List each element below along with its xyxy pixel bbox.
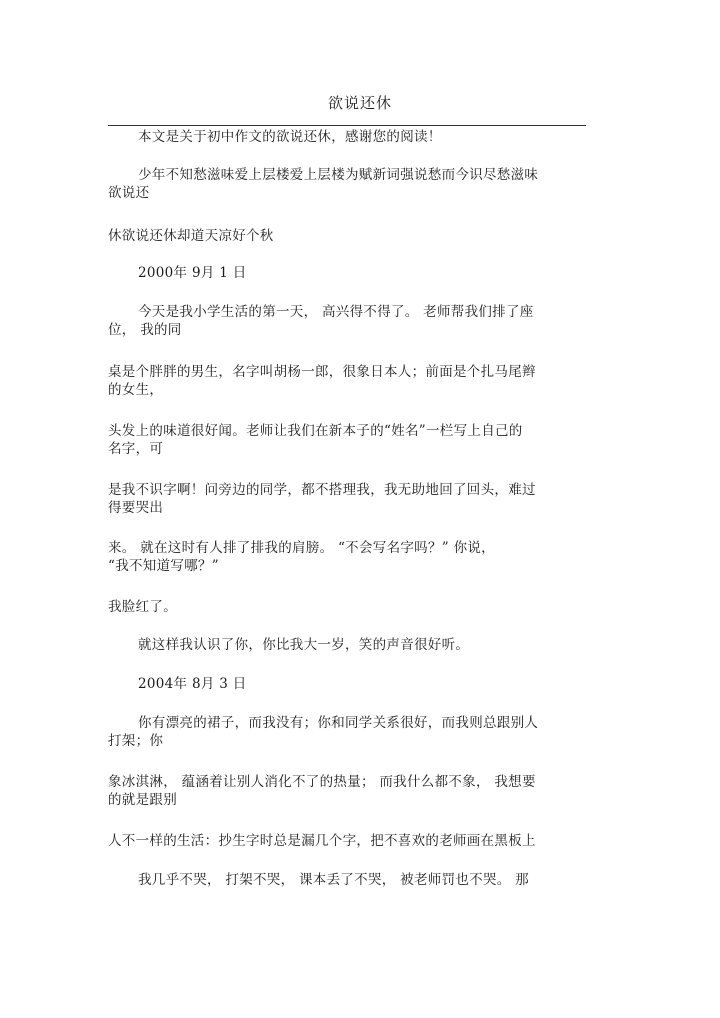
text-line: 是我不识字啊！问旁边的同学，都不搭理我，我无助地回了回头，难过 — [108, 482, 536, 498]
text-line: 2004年 8月 3 日 — [138, 676, 247, 692]
text-line: 少年不知愁滋味爱上层楼爱上层楼为赋新词强说愁而今识尽愁滋味 — [138, 167, 539, 183]
text-line: 的女生， — [108, 382, 164, 398]
text-line: 打架；你 — [108, 733, 164, 749]
title-divider — [108, 125, 586, 126]
text-line: 来。 就在这时有人排了排我的肩膀。 “不会写名字吗？” 你说， — [108, 540, 495, 556]
text-line: 就这样我认识了你，你比我大一岁，笑的声音很好听。 — [138, 637, 470, 653]
text-line: 名字，可 — [108, 441, 164, 457]
text-line: 欲说还 — [108, 185, 150, 201]
text-line: 本文是关于初中作文的欲说还休，感谢您的阅读！ — [138, 129, 442, 145]
text-line: 象冰淇淋， 蕴涵着让别人消化不了的热量； 而我什么都不象， 我想要 — [108, 774, 536, 790]
text-line: 位， 我的同 — [108, 322, 182, 338]
text-line: 2000年 9月 1 日 — [138, 265, 247, 281]
text-line: 得要哭出 — [108, 500, 164, 516]
text-line: 桌是个胖胖的男生，名字叫胡杨一郎，很象日本人；前面是个扎马尾辫 — [108, 364, 536, 380]
text-line: 今天是我小学生活的第一天， 高兴得不得了。 老师帮我们排了座 — [138, 304, 534, 320]
text-line: “我不知道写哪？” — [108, 558, 220, 574]
document-title: 欲说还休 — [327, 94, 392, 112]
text-line: 的就是跟别 — [108, 792, 177, 808]
text-line: 我几乎不哭， 打架不哭， 课本丢了不哭， 被老师罚也不哭。 那 — [138, 872, 529, 888]
text-line: 我脸红了。 — [108, 599, 177, 615]
text-line: 你有漂亮的裙子，而我没有；你和同学关系很好，而我则总跟别人 — [138, 715, 539, 731]
text-line: 休欲说还休却道天凉好个秋 — [108, 228, 274, 244]
text-line: 头发上的味道很好闻。老师让我们在新本子的“姓名”一栏写上自己的 — [108, 423, 523, 439]
text-line: 人不一样的生活：抄生字时总是漏几个字，把不喜欢的老师画在黑板上 — [108, 833, 536, 849]
